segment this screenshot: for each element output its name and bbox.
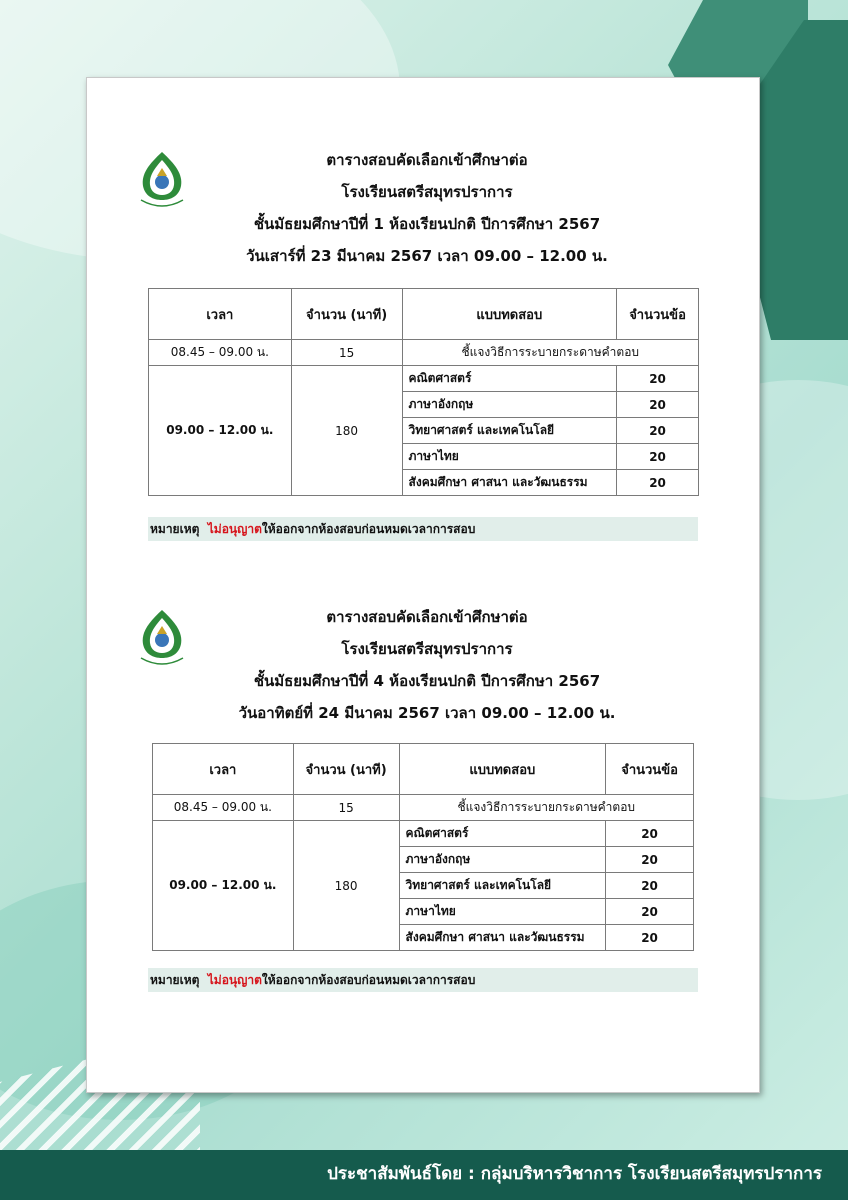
subject-name: ภาษาอังกฤษ [399,847,606,873]
note-text: ให้ออกจากห้องสอบก่อนหมดเวลาการสอบ [261,973,476,987]
table-row [149,366,699,392]
footer-bar [0,1150,848,1200]
subject-items: 20 [617,392,699,418]
subject-items: 20 [617,470,699,496]
schedule-note [148,968,698,992]
intro-time: 08.45 – 09.00 น. [153,795,294,821]
schedule-title [207,144,647,272]
note-warning: ไม่อนุญาต [207,522,262,536]
exam-minutes: 180 [293,821,399,951]
subject-name: คณิตศาสตร์ [402,366,617,392]
intro-minutes: 15 [291,340,402,366]
title-line: วันเสาร์ที่ 23 มีนาคม 2567 เวลา 09.00 – 12.00 น. [246,247,608,265]
table-row [149,340,699,366]
header-time: เวลา [153,744,294,795]
intro-time: 08.45 – 09.00 น. [149,340,292,366]
table-header-row [153,744,694,795]
school-logo-icon [135,150,189,212]
subject-items: 20 [617,366,699,392]
subject-name: สังคมศึกษา ศาสนา และวัฒนธรรม [399,925,606,951]
title-line: ตารางสอบคัดเลือกเข้าศึกษาต่อ [326,608,528,626]
header-items: จำนวนข้อ [606,744,694,795]
exam-minutes: 180 [291,366,402,496]
note-label: หมายเหตุ [150,973,200,987]
schedule-table [152,743,694,951]
subject-name: วิทยาศาสตร์ และเทคโนโลยี [402,418,617,444]
table-header-row [149,289,699,340]
subject-name: คณิตศาสตร์ [399,821,606,847]
subject-name: ภาษาไทย [402,444,617,470]
intro-description: ชี้แจงวิธีการระบายกระดาษคำตอบ [402,340,698,366]
header-test: แบบทดสอบ [402,289,617,340]
subject-name: ภาษาอังกฤษ [402,392,617,418]
subject-name: วิทยาศาสตร์ และเทคโนโลยี [399,873,606,899]
schedule-note [148,517,698,541]
intro-minutes: 15 [293,795,399,821]
title-line: ชั้นมัธยมศึกษาปีที่ 1 ห้องเรียนปกติ ปีการศึกษา 2567 [253,215,601,233]
subject-name: ภาษาไทย [399,899,606,925]
title-line: ตารางสอบคัดเลือกเข้าศึกษาต่อ [326,151,528,169]
subject-items: 20 [606,847,694,873]
announcement-paper [86,77,760,1093]
subject-items: 20 [606,925,694,951]
subject-items: 20 [617,418,699,444]
footer-credit: ประชาสัมพันธ์โดย : กลุ่มบริหารวิชาการ โรงเรียนสตรีสมุทรปราการ [327,1164,822,1184]
title-line: ชั้นมัธยมศึกษาปีที่ 4 ห้องเรียนปกติ ปีการศึกษา 2567 [253,672,601,690]
table-row [153,795,694,821]
table-row [153,821,694,847]
header-time: เวลา [149,289,292,340]
subject-items: 20 [606,873,694,899]
exam-time: 09.00 – 12.00 น. [153,821,294,951]
title-line: โรงเรียนสตรีสมุทรปราการ [341,183,513,201]
subject-items: 20 [606,821,694,847]
note-text: ให้ออกจากห้องสอบก่อนหมดเวลาการสอบ [261,522,476,536]
schedule-title [207,601,647,729]
note-warning: ไม่อนุญาต [207,973,262,987]
title-line: โรงเรียนสตรีสมุทรปราการ [341,640,513,658]
note-label: หมายเหตุ [150,522,200,536]
subject-name: สังคมศึกษา ศาสนา และวัฒนธรรม [402,470,617,496]
header-test: แบบทดสอบ [399,744,606,795]
subject-items: 20 [617,444,699,470]
intro-description: ชี้แจงวิธีการระบายกระดาษคำตอบ [399,795,693,821]
header-minutes: จำนวน (นาที) [293,744,399,795]
header-minutes: จำนวน (นาที) [291,289,402,340]
school-logo-icon [135,608,189,670]
header-items: จำนวนข้อ [617,289,699,340]
subject-items: 20 [606,899,694,925]
title-line: วันอาทิตย์ที่ 24 มีนาคม 2567 เวลา 09.00 – 12.00 น. [238,704,616,722]
schedule-table [148,288,699,496]
exam-time: 09.00 – 12.00 น. [149,366,292,496]
